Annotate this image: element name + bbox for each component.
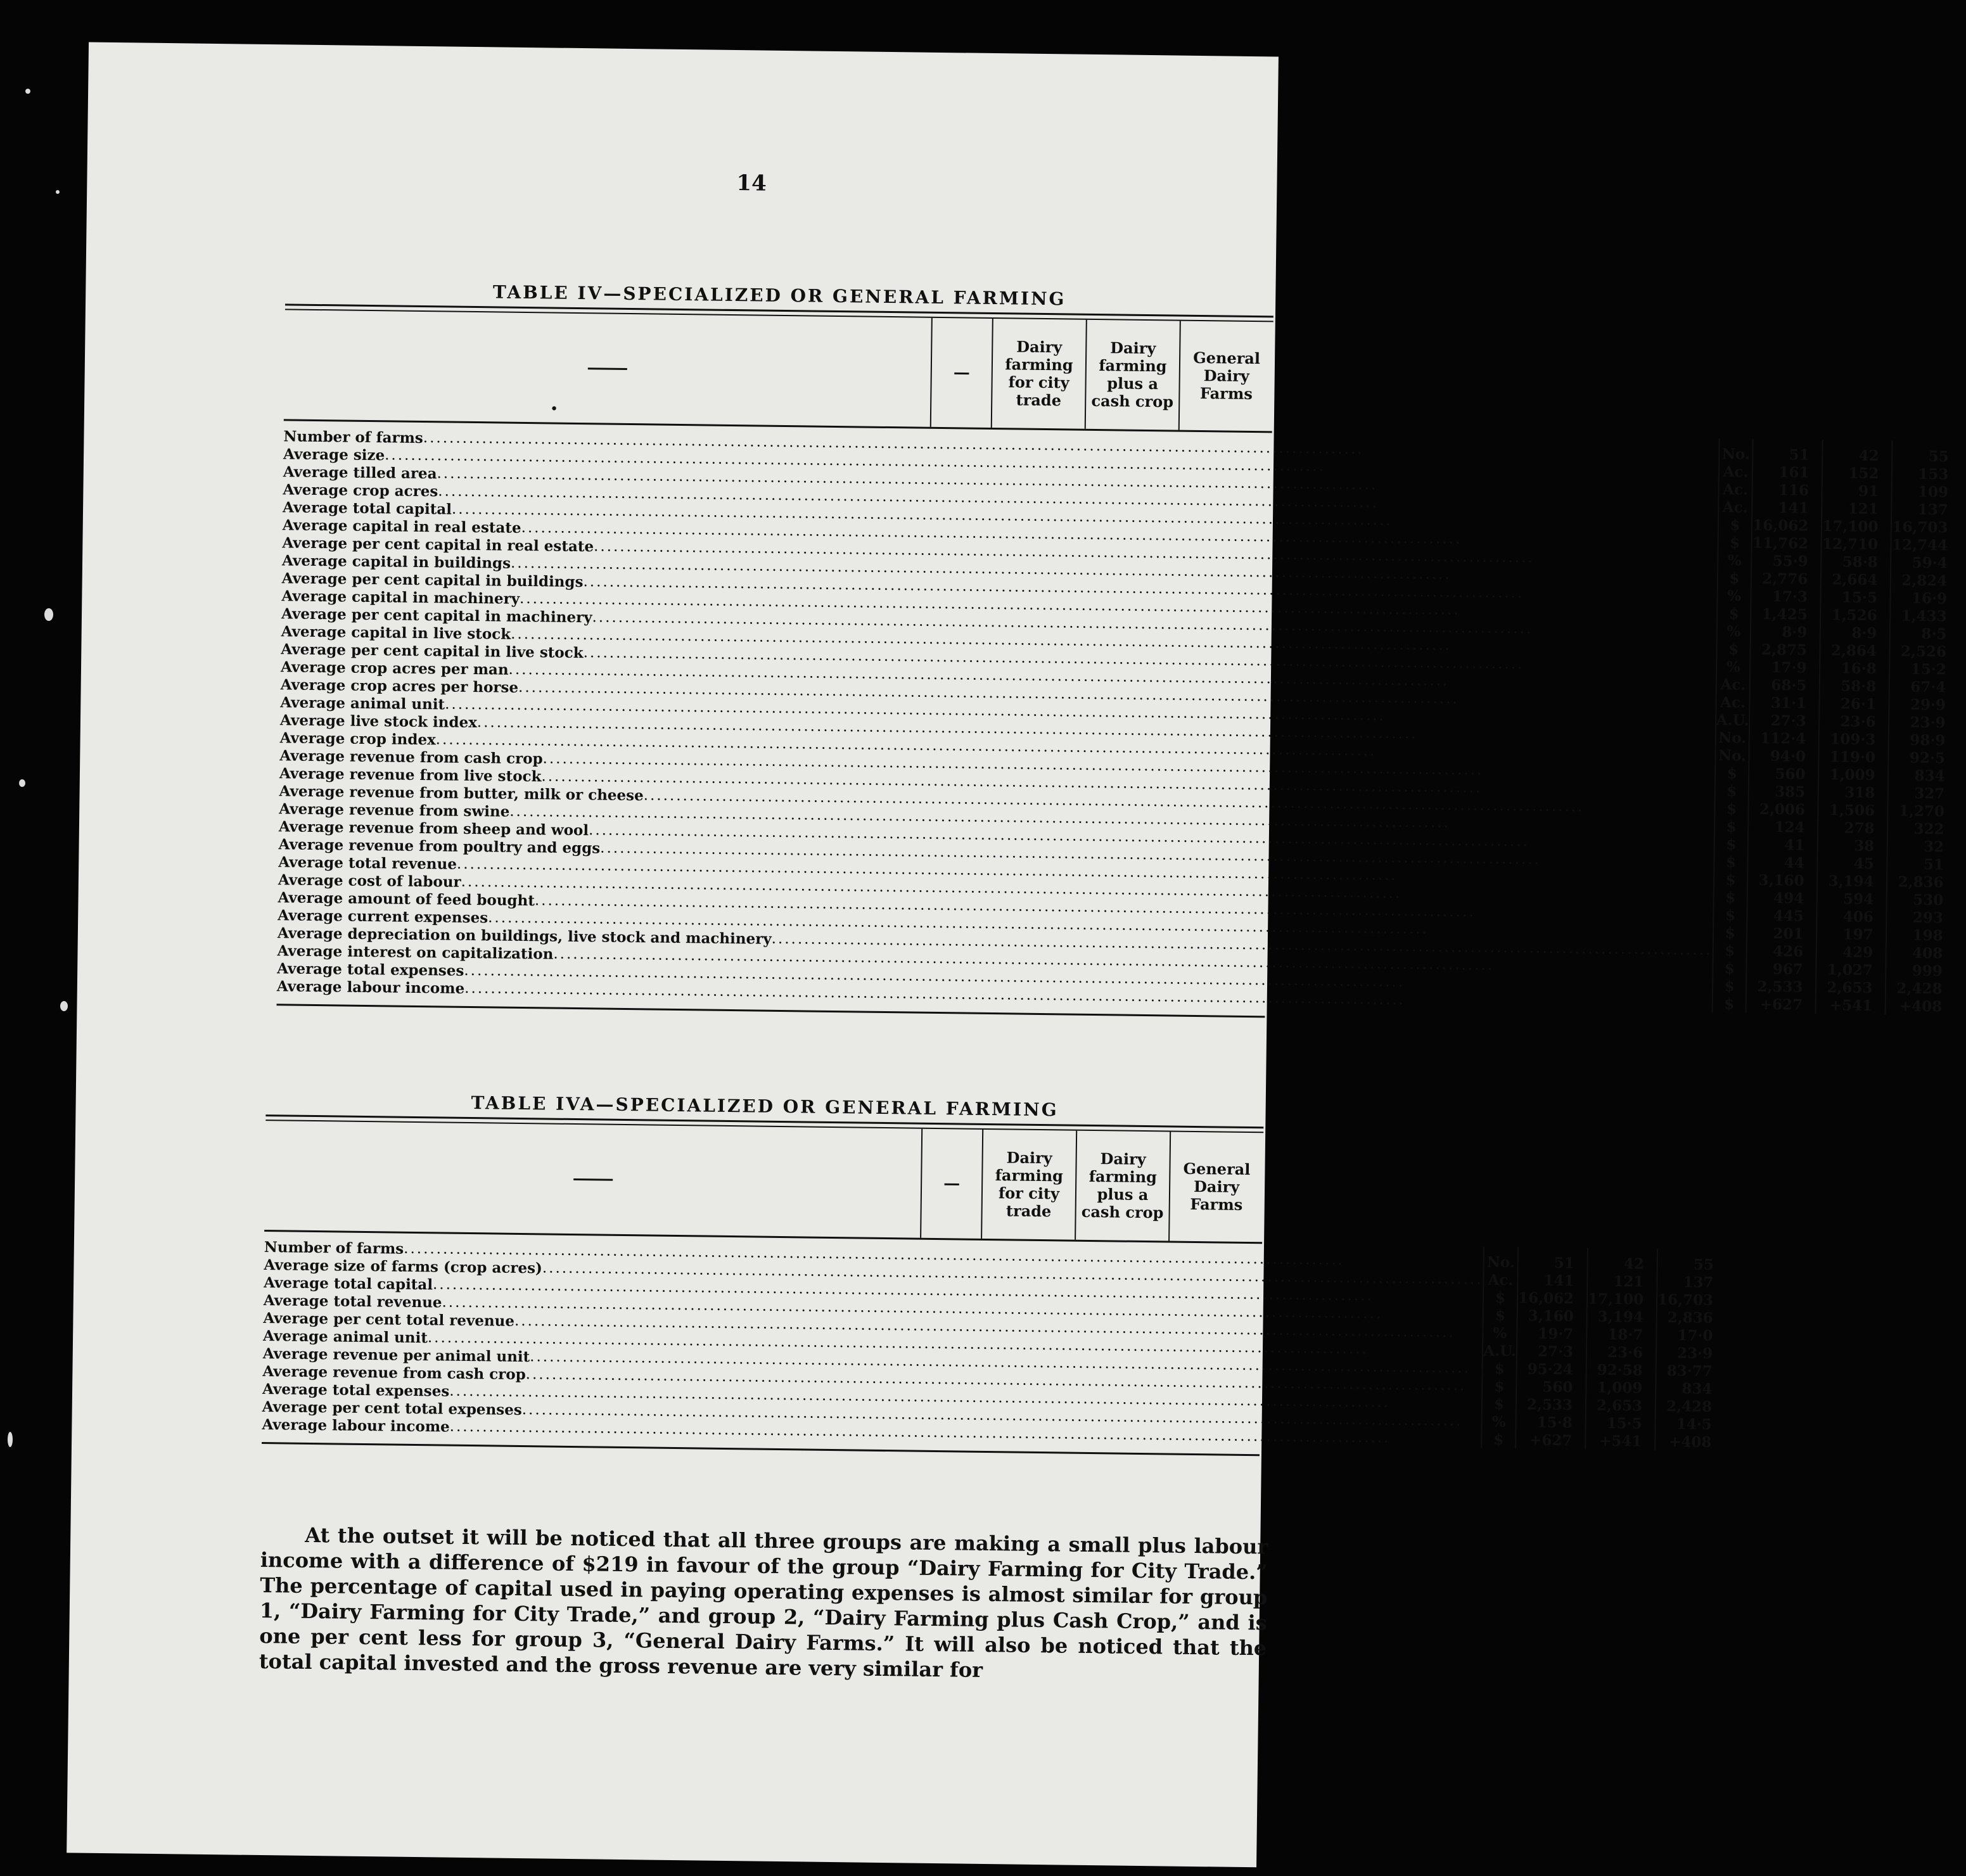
row-label-text: Average total revenue (278, 853, 457, 873)
table-iva-column-2 (1585, 1248, 1657, 1450)
scan-speck (19, 779, 25, 787)
row-label-text: Number of farms (264, 1238, 404, 1258)
value-cell: 17·3 (1771, 587, 1808, 606)
value-cell: 83·77 (1666, 1362, 1713, 1380)
value-cell: 429 (1842, 943, 1873, 961)
table-iva (262, 1090, 1714, 1456)
value-cell: 2,428 (1896, 979, 1943, 997)
value-cell: 119·0 (1829, 748, 1876, 766)
value-cell: 322 (1913, 820, 1944, 838)
header-dash (588, 367, 627, 370)
header-dot: • (549, 401, 559, 418)
unit-cell: No. (1718, 729, 1747, 747)
value-cell: 67·4 (1910, 678, 1946, 696)
value-cell: 32 (1924, 838, 1944, 855)
value-cell: 318 (1844, 783, 1875, 801)
row-label-text: Average total expenses (262, 1380, 450, 1400)
value-cell: 406 (1842, 907, 1874, 926)
unit-cell: $ (1495, 1306, 1505, 1324)
value-cell: 17,100 (1822, 517, 1879, 535)
value-cell: 42 (1623, 1254, 1644, 1273)
value-cell: 51 (1789, 445, 1810, 464)
table-iv-col-header-3: General Dairy Farms (1178, 321, 1273, 431)
scan-speck (44, 608, 53, 621)
header-dash (573, 1178, 613, 1181)
value-cell: 16·8 (1841, 659, 1877, 677)
row-label-text: Average revenue from sheep and wool (278, 817, 589, 839)
unit-cell: $ (1729, 569, 1740, 587)
table-iv-col-header-1: Dairy farming for city trade (991, 319, 1086, 429)
value-cell: 137 (1683, 1273, 1714, 1291)
value-cell: 1,009 (1597, 1379, 1643, 1397)
unit-cell: $ (1725, 853, 1737, 871)
unit-cell: Ac. (1723, 463, 1749, 481)
value-cell: 1,270 (1898, 802, 1945, 820)
unit-cell: No. (1486, 1253, 1515, 1271)
row-label-text: Average total revenue (263, 1291, 442, 1311)
value-cell: 152 (1848, 464, 1879, 482)
value-cell: 2,653 (1596, 1396, 1643, 1415)
unit-cell: % (1726, 658, 1740, 675)
value-cell: 16,062 (1517, 1289, 1574, 1307)
row-label-text: Average animal unit (280, 693, 445, 713)
table-iv-col-header-2: Dairy farming plus a cash crop (1085, 320, 1180, 430)
value-cell: 94·0 (1770, 747, 1806, 765)
unit-cell: Ac. (1720, 675, 1746, 694)
value-cell: 834 (1682, 1379, 1713, 1398)
value-cell: 12,710 (1822, 535, 1879, 553)
value-cell: 967 (1772, 960, 1804, 978)
unit-cell: % (1727, 551, 1742, 569)
row-label-text: Average revenue from butter, milk or cheese (279, 782, 644, 804)
value-cell: 2,006 (1759, 800, 1806, 819)
value-cell: 16,062 (1752, 516, 1809, 535)
table-iv-column-2 (1815, 440, 1892, 1014)
document-page (67, 42, 1949, 1868)
value-cell: 2,664 (1832, 570, 1878, 589)
page-number: 14 (736, 170, 767, 196)
value-cell: 2,824 (1901, 571, 1948, 589)
unit-cell: $ (1724, 995, 1735, 1012)
value-cell: +627 (1529, 1431, 1573, 1449)
row-label-text: Average capital in buildings (281, 551, 511, 572)
value-cell: 426 (1773, 942, 1804, 960)
unit-cell: $ (1727, 764, 1737, 782)
row-label-text: Average current expenses (278, 906, 488, 926)
row-label-text: Average tilled area (283, 463, 437, 482)
value-cell: 116 (1778, 481, 1810, 499)
unit-cell: $ (1493, 1395, 1505, 1413)
value-cell: 16,703 (1657, 1291, 1714, 1309)
row-label-text: Average revenue from poultry and eggs (278, 835, 601, 857)
value-cell: 3,160 (1758, 871, 1804, 890)
unit-cell: Ac. (1488, 1271, 1514, 1289)
value-cell: 1,526 (1831, 606, 1877, 624)
table-iv-column-3 (1885, 440, 1962, 1015)
value-cell: 44 (1784, 853, 1805, 872)
value-cell: 141 (1543, 1272, 1574, 1289)
unit-cell: $ (1724, 977, 1735, 995)
table-iv-row-labels (277, 421, 1719, 1012)
value-cell: 161 (1778, 463, 1810, 482)
unit-cell: $ (1494, 1377, 1505, 1395)
unit-cell: $ (1726, 817, 1737, 835)
value-cell: 98·9 (1910, 731, 1946, 749)
row-label-text: Average per cent capital in live stock (281, 640, 584, 661)
unit-cell: Ac. (1720, 693, 1746, 711)
row-label-text: Average capital in live stock (281, 622, 511, 643)
row-label-text: Average crop acres (283, 480, 438, 500)
row-label-text: Average crop index (279, 729, 436, 748)
row-label-text: Average amount of feed bought (278, 888, 535, 909)
unit-cell: $ (1724, 959, 1735, 977)
value-cell: 15·5 (1606, 1414, 1642, 1433)
unit-cell: $ (1495, 1289, 1506, 1306)
unit-cell: $ (1725, 871, 1736, 888)
row-label-text: Average per cent total revenue (263, 1309, 515, 1330)
unit-cell: $ (1725, 924, 1735, 941)
value-cell: 38 (1854, 837, 1875, 855)
row-label-text: Average total expenses (277, 959, 464, 979)
value-cell: 59·4 (1912, 554, 1948, 571)
value-cell: 834 (1914, 767, 1945, 784)
unit-cell: No. (1721, 445, 1750, 463)
value-cell: 92·5 (1909, 749, 1946, 767)
value-cell: 121 (1613, 1272, 1644, 1291)
row-label-text: Average per cent capital in machinery (281, 604, 592, 626)
row-label-text: Average capital in machinery (281, 587, 520, 608)
table-iv-bottom-rule (277, 1004, 1265, 1018)
value-cell: 23·6 (1840, 712, 1876, 731)
unit-cell: $ (1726, 835, 1737, 853)
unit-cell: A.U. (1716, 711, 1749, 729)
unit-cell: A.U. (1483, 1342, 1517, 1360)
row-label-text: Average revenue from cash crop (279, 746, 543, 767)
value-cell: 385 (1775, 782, 1806, 801)
unit-cell: $ (1727, 782, 1737, 800)
value-cell: 92·58 (1597, 1361, 1643, 1379)
value-cell: 999 (1912, 962, 1943, 979)
scan-speck (60, 1001, 68, 1011)
value-cell: 29·9 (1910, 696, 1946, 713)
value-cell: 112·4 (1760, 729, 1806, 748)
value-cell: 15·5 (1841, 588, 1878, 606)
row-label-text: Average total capital (282, 498, 452, 518)
value-cell: 1,009 (1829, 765, 1875, 784)
value-cell: 2,776 (1762, 570, 1808, 588)
value-cell: 121 (1848, 500, 1879, 518)
unit-cell: % (1493, 1324, 1507, 1342)
value-cell: 2,653 (1827, 978, 1873, 997)
value-cell: 58·8 (1841, 677, 1877, 695)
value-cell: 55 (1693, 1256, 1714, 1273)
row-label-text: Average revenue from swine (279, 800, 510, 820)
table-iva-col-header-3: General Dairy Farms (1168, 1132, 1263, 1242)
value-cell: 530 (1913, 891, 1944, 909)
value-cell: 293 (1912, 909, 1944, 926)
unit-cell: $ (1494, 1360, 1505, 1377)
table-iva-header (264, 1121, 1263, 1244)
value-cell: 8·9 (1782, 623, 1808, 641)
value-cell: 15·2 (1910, 660, 1946, 678)
unit-cell: $ (1728, 604, 1739, 622)
value-cell: 3,160 (1528, 1306, 1574, 1325)
unit-cell: Ac. (1723, 480, 1749, 499)
scan-speck (25, 89, 30, 94)
row-label-text: Average capital in real estate (282, 516, 521, 537)
value-cell: 494 (1773, 889, 1804, 907)
unit-cell: $ (1730, 516, 1740, 533)
table-iv-unit-header: — (930, 318, 992, 428)
table-iva-column-3 (1654, 1249, 1727, 1451)
row-label-text: Average total capital (264, 1273, 433, 1293)
table-iva-unit-column (1481, 1247, 1517, 1449)
row-label-text: Average labour income (262, 1415, 450, 1436)
value-cell: 201 (1773, 924, 1804, 943)
table-iva-title: TABLE IVA—SPECIALIZED OR GENERAL FARMING (471, 1092, 1059, 1121)
row-label-text: Number of farms (283, 427, 424, 447)
value-cell: 2,864 (1830, 641, 1877, 660)
row-label-text: Average per cent capital in buildings (281, 569, 584, 590)
value-cell: 141 (1778, 499, 1809, 517)
value-cell: 197 (1842, 925, 1873, 943)
table-iva-body (262, 1232, 1714, 1451)
table-iv-title: TABLE IV—SPECIALIZED OR GENERAL FARMING (492, 281, 1066, 310)
unit-cell: $ (1728, 640, 1739, 658)
table-iv-label-header (284, 310, 931, 426)
value-cell: 560 (1775, 765, 1806, 783)
value-cell: 23·9 (1910, 713, 1946, 731)
row-label-text: Average cost of labour (278, 871, 461, 891)
value-cell: 198 (1912, 926, 1943, 944)
value-cell: 19·7 (1538, 1325, 1574, 1343)
value-cell: 51 (1554, 1254, 1574, 1272)
unit-cell: $ (1729, 533, 1740, 551)
value-cell: 2,836 (1667, 1308, 1713, 1327)
value-cell: 137 (1917, 501, 1948, 518)
value-cell: 17·0 (1677, 1326, 1713, 1344)
value-cell: 109·3 (1830, 730, 1876, 748)
row-label-text: Average interest on capitalization (277, 941, 554, 963)
unit-cell: % (1491, 1413, 1506, 1431)
row-label-text: Average per cent total expenses (262, 1398, 522, 1419)
value-cell: 2,428 (1666, 1397, 1713, 1415)
row-label-text: Average crop acres per horse (280, 675, 519, 696)
value-cell: 23·6 (1607, 1343, 1644, 1362)
value-cell: 27·3 (1770, 711, 1806, 730)
value-cell: 1,506 (1829, 801, 1875, 819)
value-cell: 1,433 (1901, 607, 1947, 625)
scan-speck (56, 190, 60, 194)
table-iv (276, 279, 1949, 1018)
value-cell: 18·7 (1607, 1325, 1644, 1344)
row-label-text: Average revenue per animal unit (262, 1344, 530, 1365)
value-cell: 55·9 (1772, 552, 1808, 570)
value-cell: 3,194 (1828, 872, 1874, 890)
unit-cell: % (1727, 622, 1741, 640)
value-cell: 8·5 (1921, 625, 1947, 642)
table-iva-column-1 (1515, 1247, 1587, 1449)
value-cell: 2,836 (1898, 873, 1944, 891)
value-cell: 594 (1843, 890, 1874, 908)
value-cell: +408 (1899, 997, 1943, 1015)
value-cell: 8·9 (1851, 624, 1877, 642)
unit-cell: Ac. (1722, 498, 1748, 516)
body-paragraph: At the outset it will be noticed that all three groups are making a small plus labour income with a difference of $219 in favour of the group “Dairy Farming for City Trade.” The percentage of capital used in paying operating expenses is almost similar for group 1, “Dairy Farming for City Trade,” and group 2, “Dairy Farming plus Cash Crop,” and is one per cent less for group 3, “General Dairy Farms.” It will also be noticed that the total capital invested and the gross revenue are very similar for (259, 1522, 1268, 1682)
row-label-text: Average depreciation on buildings, live stock and machinery (277, 924, 772, 948)
value-cell: 95·24 (1527, 1360, 1573, 1378)
unit-cell: $ (1725, 888, 1736, 906)
unit-cell: No. (1718, 746, 1747, 765)
row-label-text: Average size of farms (crop acres) (264, 1256, 543, 1277)
value-cell: 23·9 (1676, 1344, 1713, 1362)
value-cell: 17,100 (1587, 1290, 1644, 1308)
table-iva-col-header-1: Dairy farming for city trade (981, 1130, 1076, 1240)
value-cell: 58·8 (1842, 552, 1878, 571)
value-cell: 278 (1844, 819, 1875, 837)
value-cell: 3,194 (1597, 1308, 1644, 1326)
value-cell: 91 (1858, 482, 1879, 500)
value-cell: 41 (1784, 836, 1805, 854)
value-cell: 445 (1773, 907, 1804, 925)
row-label-text: Average size (283, 445, 385, 464)
table-iv-header (284, 310, 1273, 433)
table-iv-body (276, 421, 1949, 1015)
row-label-text: Average revenue from cash crop (262, 1362, 526, 1383)
unit-cell: $ (1726, 800, 1737, 817)
row-label-text: Average revenue from live stock (279, 764, 542, 785)
value-cell: 153 (1918, 465, 1949, 483)
value-cell: +627 (1759, 995, 1803, 1014)
unit-cell: % (1727, 587, 1742, 604)
row-label-text: Average crop acres per man (280, 658, 509, 679)
table-iva-bottom-rule (262, 1442, 1260, 1456)
value-cell: +408 (1668, 1433, 1712, 1451)
value-cell: 2,533 (1757, 978, 1803, 996)
value-cell: 55 (1928, 447, 1949, 465)
value-cell: 11,762 (1752, 534, 1809, 552)
table-iva-col-header-2: Dairy farming plus a cash crop (1075, 1131, 1170, 1241)
value-cell: 12,744 (1891, 535, 1948, 554)
value-cell: 45 (1853, 855, 1875, 872)
value-cell: 51 (1923, 855, 1944, 873)
table-iva-label-header (264, 1121, 921, 1238)
value-cell: 26·1 (1840, 694, 1877, 713)
row-label-text: Average labour income (276, 977, 465, 997)
value-cell: +541 (1599, 1432, 1642, 1450)
value-cell: 17·9 (1771, 658, 1807, 677)
unit-cell: $ (1725, 906, 1736, 924)
row-label-text: Average live stock index (279, 711, 478, 731)
value-cell: 15·8 (1536, 1413, 1573, 1431)
value-cell: 327 (1914, 784, 1945, 802)
value-cell: +541 (1829, 996, 1873, 1014)
row-label-text: Average per cent capital in real estate (282, 533, 594, 555)
value-cell: 408 (1912, 944, 1943, 962)
value-cell: 109 (1917, 483, 1949, 501)
value-cell: 2,526 (1900, 642, 1947, 660)
row-label-text: Average animal unit (262, 1327, 428, 1346)
value-cell: 2,533 (1526, 1395, 1573, 1413)
scan-speck (8, 1432, 13, 1447)
unit-cell: $ (1725, 941, 1735, 959)
value-cell: 2,875 (1761, 641, 1808, 659)
value-cell: 560 (1542, 1378, 1573, 1396)
value-cell: 27·3 (1537, 1343, 1574, 1360)
table-iv-column-1 (1746, 439, 1822, 1014)
unit-cell: $ (1493, 1431, 1504, 1448)
value-cell: 31·1 (1770, 694, 1807, 712)
value-cell: 14·5 (1676, 1415, 1712, 1433)
value-cell: 1,027 (1827, 960, 1873, 979)
value-cell: 68·5 (1771, 676, 1807, 694)
value-cell: 16,703 (1892, 518, 1948, 536)
value-cell: 16·9 (1911, 589, 1948, 607)
value-cell: 1,425 (1761, 605, 1808, 623)
value-cell: 42 (1858, 447, 1879, 464)
table-iva-row-labels (262, 1232, 1483, 1448)
value-cell: 124 (1774, 818, 1805, 836)
table-iva-unit-header: — (920, 1129, 982, 1239)
